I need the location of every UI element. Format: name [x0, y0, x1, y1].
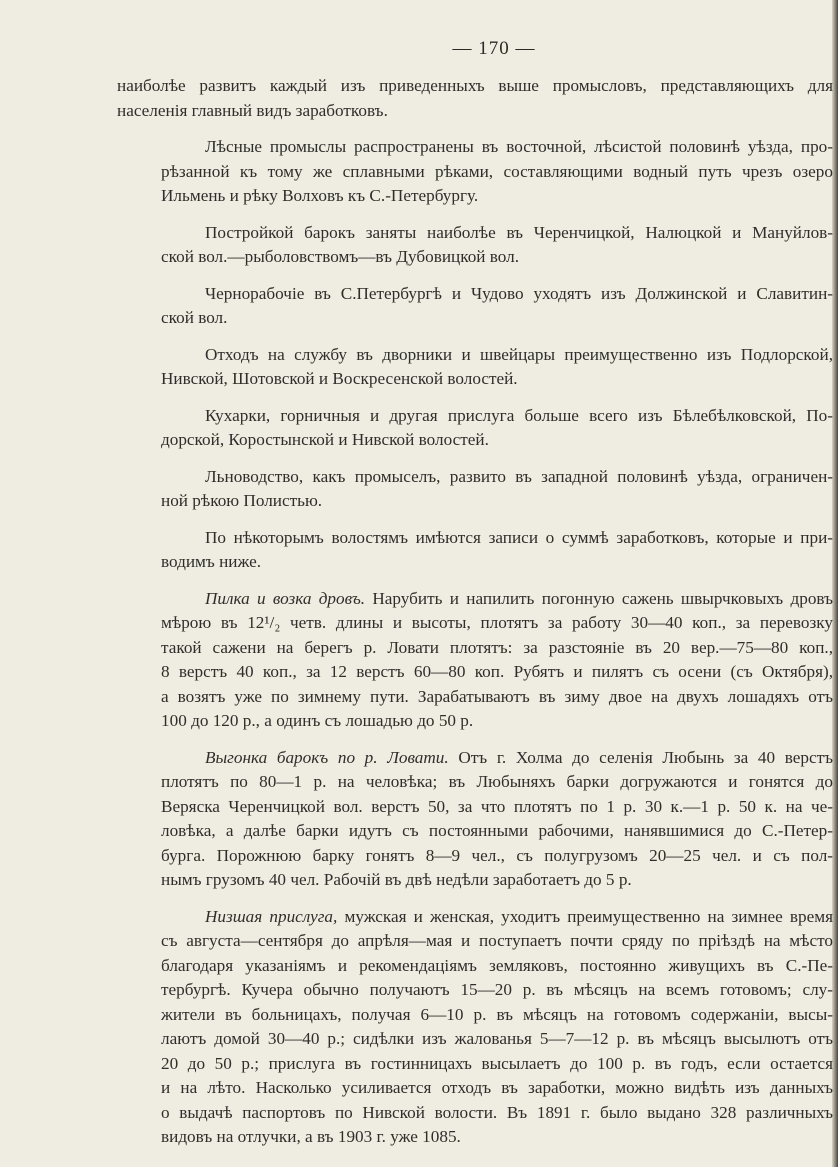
- text-line: Нивской, Шотовской и Воскресенской волостей.: [161, 369, 518, 388]
- text-line: [117, 746, 833, 771]
- text-line: жители въ больницахъ, получая 6—10 р. въ мѣсяцъ на готовомъ содержаніи, высы-: [161, 1004, 833, 1024]
- text-line: По нѣкоторымъ волостямъ имѣются записи о суммѣ заработковъ, которые и при-: [205, 527, 833, 547]
- text-line: Веряска Черенчицкой вол. верстъ 50, за что плотятъ по 1 р. 30 к.—1 р. 50 к. на че-: [161, 796, 833, 816]
- text-line: Льноводство, какъ промыселъ, развито въ западной половинѣ уѣзда, ограничен-: [205, 466, 833, 486]
- page-number: — 170 —: [452, 38, 536, 59]
- text-line: дорской, Коростынской и Нивской волостей.: [161, 430, 489, 449]
- text-line: водимъ ниже.: [161, 552, 262, 571]
- paragraph: [117, 221, 833, 270]
- text-line: ской вол.: [161, 308, 228, 327]
- text-line: наиболѣе развитъ каждый изъ приведенныхъ выше промысловъ, представляющихъ для: [117, 76, 833, 95]
- text-line: ной рѣкою Полистью.: [161, 491, 323, 510]
- paragraph: [117, 282, 833, 331]
- line-text: мужская и женская, уходитъ преимущественно на зимнее время: [344, 906, 834, 926]
- text-line: Лѣсные промыслы распространены въ восточной, лѣсистой половинѣ уѣзда, про-: [205, 137, 833, 156]
- text-line: Постройкой барокъ заняты наиболѣе въ Черенчицкой, Налюцкой и Мануйлов-: [205, 222, 833, 242]
- paragraph-heading: Выгонка барокъ по р. Ловати.: [205, 747, 449, 767]
- text-line: такой сажени на берегъ р. Ловати плотятъ: за разстояніе въ 20 вер.—75—80 коп.,: [161, 637, 833, 657]
- text-line: мѣрою въ 12¹/₂ четв. длины и высоты, плотятъ за работу 30—40 коп., за перевозку: [161, 613, 833, 632]
- text-line: [117, 905, 833, 930]
- text-line: а возятъ уже по зимнему пути. Зарабатываютъ въ зиму двое на двухъ лошадяхъ отъ: [161, 686, 833, 706]
- paragraph-heading: Низшая прислуга,: [205, 906, 338, 926]
- text-line: 8 верстъ 40 коп., за 12 верстъ 60—80 коп. Рубятъ и пилятъ съ осени (съ Октября),: [161, 662, 833, 681]
- paragraph: [117, 746, 833, 893]
- text-line: нымъ грузомъ 40 чел. Рабочій въ двѣ недѣли заработаетъ до 5 р.: [161, 870, 632, 889]
- paragraph: [117, 135, 833, 209]
- paragraph: [117, 905, 833, 1150]
- text-line: о выдачѣ паспортовъ по Нивской волости. Въ 1891 г. было выдано 328 различныхъ: [161, 1102, 833, 1122]
- text-line: населенія главный видъ заработковъ.: [117, 100, 388, 120]
- text-line: благодаря указаніямъ и рекомендаціямъ земляковъ, постоянно живущихъ въ С.-Пе-: [161, 955, 833, 975]
- text-line: рѣзанной къ тому же сплавными рѣками, составляющими водный путь чрезъ озеро: [161, 161, 833, 181]
- paragraph: [117, 74, 833, 123]
- text-line: Ильмень и рѣку Волховъ къ С.-Петербургу.: [161, 186, 479, 205]
- paragraph: [117, 587, 833, 734]
- paragraph: [117, 404, 833, 453]
- line-text: Нарубить и напилить погонную сажень швырчковыхъ дровъ: [372, 588, 834, 608]
- text-line: 100 до 120 р., а одинъ съ лошадью до 50 р.: [161, 711, 474, 730]
- paragraph: [117, 526, 833, 575]
- body-text: [117, 74, 833, 1162]
- text-line: ловѣка, а далѣе барки идутъ съ постоянными рабочими, нанявшимися до С.-Петер-: [161, 821, 833, 840]
- text-line: тербургѣ. Кучера обычно получаютъ 15—20 р. въ мѣсяцъ на всемъ готовомъ; слу-: [161, 980, 833, 999]
- text-line: видовъ на отлучки, а въ 1903 г. уже 1085.: [161, 1127, 461, 1146]
- paragraph-heading: Пилка и возка дровъ.: [205, 588, 366, 608]
- text-line: Отходъ на службу въ дворники и швейцары преимущественно изъ Подлорской,: [205, 344, 833, 364]
- text-line: Кухарки, горничныя и другая прислуга больше всего изъ Бѣлебѣлковской, По-: [205, 405, 833, 425]
- text-line: и на лѣто. Насколько усиливается отходъ въ заработки, можно видѣть изъ данныхъ: [161, 1078, 833, 1097]
- paragraph: [117, 465, 833, 514]
- text-line: бурга. Порожнюю барку гонятъ 8—9 чел., съ полугрузомъ 20—25 чел. и съ пол-: [161, 845, 833, 865]
- line-text: Отъ г. Холма до селенія Любынь за 40 верстъ: [458, 747, 834, 767]
- text-line: [117, 587, 833, 612]
- text-line: лаютъ домой 30—40 р.; сидѣлки изъ жалованья 5—7—12 р. въ мѣсяцъ высылютъ отъ: [161, 1029, 833, 1048]
- text-line: плотятъ по 80—1 р. на человѣка; въ Любыняхъ барки догружаются и гонятся до: [161, 772, 833, 791]
- text-line: 20 до 50 р.; прислуга въ гостинницахъ высылаетъ до 100 р. въ годъ, если остается: [161, 1053, 833, 1073]
- text-line: съ августа—сентября до апрѣля—мая и поступаетъ почти сряду по пріѣздѣ на мѣсто: [161, 931, 833, 950]
- text-line: Чернорабочіе въ С.Петербургѣ и Чудово уходятъ изъ Должинской и Славитин-: [205, 283, 833, 303]
- text-line: ской вол.—рыболовствомъ—въ Дубовицкой вол.: [161, 247, 520, 266]
- paragraph: [117, 343, 833, 392]
